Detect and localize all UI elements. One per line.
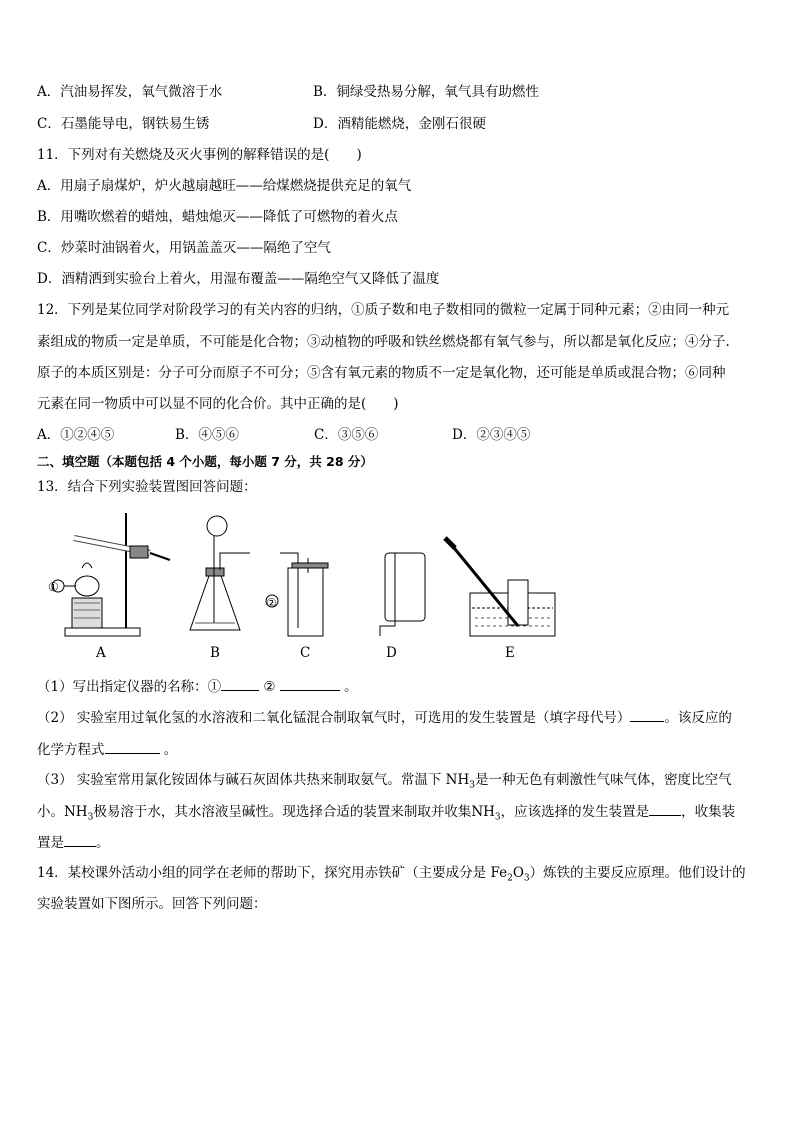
q13-part3-line3: 置是 。 bbox=[37, 835, 110, 851]
q12-option-b: B．④⑤⑥ bbox=[175, 427, 239, 443]
q10-option-b: B．铜绿受热易分解，氧气具有助燃性 bbox=[313, 84, 539, 100]
q14-line1: 14．某校课外活动小组的同学在老师的帮助下，探究用赤铁矿（主要成分是 $Fe_2O_3$）炼铁的主要反应原理。他们设计的 bbox=[37, 865, 746, 884]
q10-option-a: A．汽油易挥发，氧气微溶于水 bbox=[37, 84, 223, 100]
q12-option-d: D．②③④⑤ bbox=[452, 427, 531, 443]
circle-label-1: ① bbox=[48, 580, 59, 594]
answer-blank[interactable] bbox=[105, 741, 160, 754]
answer-blank[interactable] bbox=[64, 834, 96, 847]
q12-option-a: A．①②④⑤ bbox=[37, 427, 115, 443]
q11-option-d: D．酒精洒到实验台上着火，用湿布覆盖——隔绝空气又降低了温度 bbox=[37, 271, 440, 287]
q11-stem: 11．下列对有关燃烧及灭火事例的解释错误的是( ) bbox=[37, 147, 362, 163]
answer-blank[interactable] bbox=[630, 709, 664, 722]
q13-part2-line2: 化学方程式 。 bbox=[37, 742, 178, 758]
section-heading: 二、填空题（本题包括 4 个小题，每小题 7 分，共 28 分） bbox=[37, 454, 373, 469]
q10-option-d: D．酒精能燃烧，金刚石很硬 bbox=[313, 116, 486, 132]
diagram-label-e: E bbox=[505, 645, 515, 661]
diagram-label-c: C bbox=[300, 645, 311, 661]
q13-stem: 13．结合下列实验装置图回答问题： bbox=[37, 479, 257, 495]
q10-option-c: C．石墨能导电，钢铁易生锈 bbox=[37, 116, 210, 132]
apparatus-b bbox=[190, 516, 250, 630]
q12-line4: 元素在同一物质中可以显不同的化合价。其中正确的是( ) bbox=[37, 396, 399, 412]
circle-label-2: ② bbox=[266, 596, 277, 610]
q11-option-c: C．炒菜时油锅着火，用锅盖盖灭——隔绝了空气 bbox=[37, 240, 331, 256]
q12-line2: 素组成的物质一定是单质，不可能是化合物；③动植物的呼吸和铁丝燃烧都有氧气参与，所以都是氧化反应；④分子. bbox=[37, 334, 730, 350]
answer-blank[interactable] bbox=[280, 678, 340, 691]
answer-blank[interactable] bbox=[649, 803, 681, 816]
q13-part3-line2: 小。$NH_3$极易溶于水，其水溶液呈碱性。现选择合适的装置来制取并收集$NH_3$，应该选择的发生装置是 ，收集装 bbox=[37, 804, 736, 823]
q11-option-a: A．用扇子扇煤炉，炉火越扇越旺——给煤燃烧提供充足的氧气 bbox=[37, 178, 412, 194]
q13-part1: （1）写出指定仪器的名称：① ② 。 bbox=[37, 679, 358, 695]
q12-line3: 原子的本质区别是：分子可分而原子不可分；⑤含有氧元素的物质不一定是氧化物，还可能是单质或混合物；⑥同种 bbox=[37, 365, 726, 381]
apparatus-a bbox=[52, 513, 170, 636]
q13-part2-line1: （2） 实验室用过氧化氢的水溶液和二氧化锰混合制取氧气时，可选用的发生装置是（填字母代号） 。该反应的 bbox=[37, 710, 732, 726]
diagram-label-d: D bbox=[386, 645, 397, 661]
apparatus-e bbox=[445, 538, 555, 636]
q12-line1: 12．下列是某位同学对阶段学习的有关内容的归纳，①质子数和电子数相同的微粒一定属于同种元素；②由同一种元 bbox=[37, 302, 730, 318]
q12-option-c: C．③⑤⑥ bbox=[314, 427, 379, 443]
q13-part3-line1: （3） 实验室常用氯化铵固体与碱石灰固体共热来制取氨气。常温下 $NH_3$是一种无色有刺激性气味气体，密度比空气 bbox=[37, 772, 732, 791]
answer-blank[interactable] bbox=[221, 678, 259, 691]
diagram-label-a: A bbox=[96, 645, 106, 661]
apparatus-d bbox=[380, 553, 425, 636]
q11-option-b: B．用嘴吹燃着的蜡烛，蜡烛熄灭——降低了可燃物的着火点 bbox=[37, 209, 398, 225]
diagram-label-b: B bbox=[210, 645, 220, 661]
lab-apparatus-diagram bbox=[40, 508, 570, 666]
q14-line2: 实验装置如下图所示。回答下列问题： bbox=[37, 896, 267, 912]
